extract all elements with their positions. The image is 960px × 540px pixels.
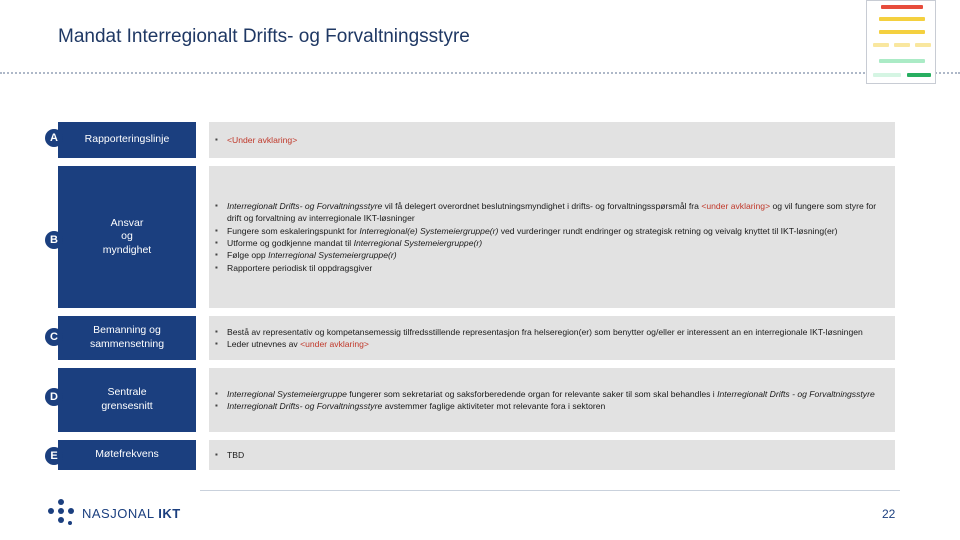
org-box-level-3a	[873, 43, 889, 47]
row-label	[58, 316, 196, 360]
row-content	[209, 440, 895, 470]
row-letter-badge: D	[45, 388, 63, 406]
org-box-level-5b	[907, 73, 931, 77]
row-label-line: og	[121, 230, 133, 243]
row-content	[209, 166, 895, 308]
bullet-text: Interregionalt Drifts- og Forvaltningsstyre	[227, 200, 383, 211]
bullet-list	[215, 326, 887, 351]
row-content	[209, 368, 895, 432]
bullet-text: avstemmer faglige aktiviteter mot relevante fora i sektoren	[382, 401, 606, 411]
row-letter-badge: A	[45, 129, 63, 147]
bullet-text: Interregionalt Drifts- og Forvaltningsstyre	[227, 401, 383, 411]
org-box-level-3b	[894, 43, 910, 47]
org-chart-thumbnail	[866, 0, 936, 84]
bullet-item	[215, 326, 887, 338]
row-label-line: Sentrale	[107, 386, 147, 399]
bullet-list	[215, 200, 887, 275]
bullet-item	[215, 388, 887, 400]
bullet-text: Interregional Systemeiergruppe(r)	[268, 250, 397, 261]
org-box-level-1	[879, 17, 925, 21]
bullet-list	[215, 388, 887, 413]
placeholder-text: <Under avklaring>	[227, 134, 298, 145]
page-title: Mandat Interregionalt Drifts- og Forvaltningsstyre	[58, 26, 470, 47]
bullet-text: fungerer som sekretariat og saksforberedende organ for relevante saker til som skal behandles i	[346, 388, 718, 399]
bullet-text: Bestå av representativ og kompetansemessig tilfredsstillende representasjon fra helseregion(er) som benytter og/eller er interessent an en interregionale IKT-løsningen	[227, 326, 863, 337]
row-content	[209, 316, 895, 360]
placeholder-text: <under avklaring>	[300, 339, 369, 349]
bullet-item	[215, 338, 887, 350]
page-number: 22	[882, 507, 896, 521]
row-letter-badge: B	[45, 231, 63, 249]
bullet-text: Fungere som eskaleringspunkt for	[227, 225, 360, 236]
logo-dots-icon	[48, 499, 74, 527]
row-label-line: Ansvar	[110, 216, 144, 229]
bullet-item	[215, 449, 887, 461]
row-label-line: sammensetning	[89, 338, 165, 350]
bullet-text: Leder utnevnes av	[227, 339, 301, 349]
footer-divider	[200, 490, 900, 491]
bullet-text: Interregional(e) Systemeiergruppe(r)	[359, 225, 499, 236]
bullet-text: Rapportere periodisk til oppdragsgiver	[227, 262, 373, 273]
bullet-item	[215, 249, 887, 261]
bullet-item	[215, 200, 887, 225]
row-letter-badge: C	[45, 328, 63, 346]
nasjonal-ikt-logo	[48, 499, 181, 527]
org-box-level-3c	[915, 43, 931, 47]
bullet-item	[215, 237, 887, 249]
title-divider	[0, 72, 960, 74]
row-label	[58, 368, 196, 432]
logo-text-prefix: NASJONAL	[82, 505, 159, 521]
row-label-line: Bemanning og	[93, 324, 161, 337]
bullet-text: vil få delegert overordnet beslutningsmyndighet i drifts- og forvaltningsspørsmål fra	[382, 200, 702, 211]
org-box-level-2	[879, 30, 925, 34]
row-label-line: grensesnitt	[101, 400, 153, 412]
row-label: Rapporteringslinje	[58, 122, 196, 158]
org-box-top	[881, 5, 923, 9]
bullet-list	[215, 134, 887, 146]
row-label: Møtefrekvens	[58, 440, 196, 470]
bullet-text: Interregional Systemeiergruppe(r)	[353, 238, 483, 248]
bullet-text: Utforme og godkjenne mandat til	[227, 238, 354, 248]
row-label	[58, 166, 196, 308]
bullet-text: Følge opp	[227, 250, 269, 261]
bullet-text: Interregionalt Drifts - og Forvaltningsstyre	[717, 388, 875, 399]
org-box-level-5a	[873, 73, 901, 77]
logo-text	[82, 506, 181, 521]
row-label-line: myndighet	[102, 243, 152, 256]
bullet-item	[215, 400, 887, 412]
bullet-text: Interregional Systemeiergruppe	[227, 388, 347, 399]
bullet-text: og vil fungere som styre for drift og forvaltning av interregionale IKT-løsninger	[227, 200, 877, 224]
org-box-level-4	[879, 59, 925, 63]
row-content	[209, 122, 895, 158]
logo-text-suffix: IKT	[158, 505, 181, 521]
bullet-item	[215, 262, 887, 274]
bullet-text: TBD	[227, 449, 245, 460]
bullet-item	[215, 134, 887, 146]
row-letter-badge: E	[45, 447, 63, 465]
bullet-list	[215, 449, 887, 461]
bullet-item	[215, 225, 887, 237]
placeholder-text: <under avklaring>	[701, 200, 771, 211]
bullet-text: ved vurderinger rundt endringer og strategisk retning og veivalg knyttet til IKT-løsning(er)	[498, 225, 838, 236]
